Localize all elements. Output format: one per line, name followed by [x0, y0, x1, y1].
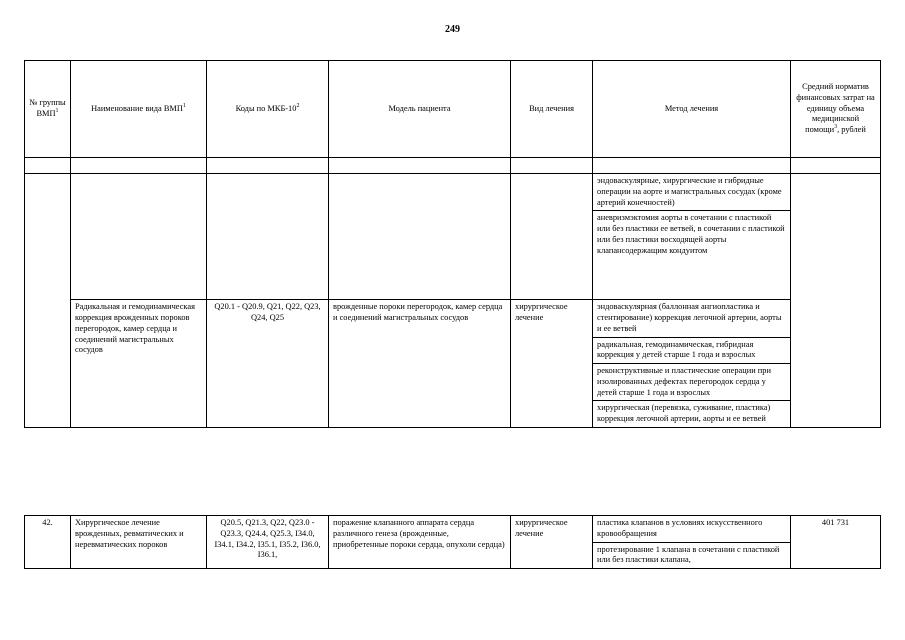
- header-treatment-type: Вид лечения: [511, 61, 593, 158]
- vmp-table-row-42: [24, 515, 881, 569]
- treatment-method-cell: хирургическая (перевязка, суживание, пластика) коррекция легочной артерии, аорты и ее ветвей: [593, 401, 791, 428]
- header-vmp-name: Наименование вида ВМП$^1$: [71, 61, 207, 158]
- treatment-method-cell: протезирование 1 клапана в сочетании с пластикой или без пластики клапана,: [593, 542, 791, 569]
- treatment-method-cell: пластика клапанов в условиях искусственного кровообращения: [593, 516, 791, 543]
- vmp-name-cell: Хирургическое лечение врожденных, ревматических и неревматических пороков: [71, 516, 207, 569]
- group-number-cell: 42.: [25, 516, 71, 569]
- header-row: [25, 61, 881, 158]
- treatment-method-cell: радикальная, гемодинамическая, гибридная коррекция у детей старше 1 года и взрослых: [593, 337, 791, 364]
- treatment-method-cell: реконструктивные и пластические операции при изолированных дефектах перегородок сердца у детей старше 1 года и взрослых: [593, 364, 791, 401]
- treatment-type-cell: хирургическое лечение: [511, 300, 593, 428]
- column-number-row: [25, 158, 881, 174]
- cost-cell: 401 731: [791, 516, 881, 569]
- header-cost: Средний норматив финансовых затрат на единицу объема медицинской помощи$^3$, рублей: [791, 61, 881, 158]
- header-patient-model: Модель пациента: [329, 61, 511, 158]
- table-row: [25, 300, 881, 337]
- vmp-name-cell: Радикальная и гемодинамическая коррекция врожденных пороков перегородок, камер сердца и соединений магистральных сосудов: [71, 300, 207, 428]
- icd-codes-cell: Q20.5, Q21.3, Q22, Q23.0 - Q23.3, Q24.4, Q25.3, I34.0, I34.1, I34.2, I35.1, I35.2, I36.0, I36.1,: [207, 516, 329, 569]
- group-number-cell-empty: [25, 174, 71, 428]
- codes-cell-empty: [207, 174, 329, 300]
- table-row: [25, 174, 881, 211]
- treatment-type-cell: хирургическое лечение: [511, 516, 593, 569]
- treatment-type-cell-empty: [511, 174, 593, 300]
- icd-codes-cell: Q20.1 - Q20.9, Q21, Q22, Q23, Q24, Q25: [207, 300, 329, 428]
- header-treatment-method: Метод лечения: [593, 61, 791, 158]
- cost-cell-empty: [791, 174, 881, 428]
- treatment-method-cell: аневризмэктомия аорты в сочетании с пластикой или без пластики ее ветвей, в сочетании с пластикой или без пластики восходящей аорты клапансодержащим кондуитом: [593, 211, 791, 300]
- vmp-table: [24, 60, 881, 428]
- header-group-number: № группы ВМП$^1$: [25, 61, 71, 158]
- vmp-name-cell-empty: [71, 174, 207, 300]
- treatment-method-cell: эндоваскулярные, хирургические и гибридные операции на аорте и магистральных сосудах (кроме артерий конечностей): [593, 174, 791, 211]
- treatment-method-cell: эндоваскулярная (баллонная ангиопластика и стентирование) коррекция легочной артерии, аорты и ее ветвей: [593, 300, 791, 337]
- page-number: 249: [445, 24, 460, 35]
- patient-model-cell-empty: [329, 174, 511, 300]
- patient-model-cell: врожденные пороки перегородок, камер сердца и соединений магистральных сосудов: [329, 300, 511, 428]
- table-row: [25, 516, 881, 543]
- header-icd-codes: Коды по МКБ-$10^2$: [207, 61, 329, 158]
- patient-model-cell: поражение клапанного аппарата сердца различного генеза (врожденные, приобретенные пороки сердца, опухоли сердца): [329, 516, 511, 569]
